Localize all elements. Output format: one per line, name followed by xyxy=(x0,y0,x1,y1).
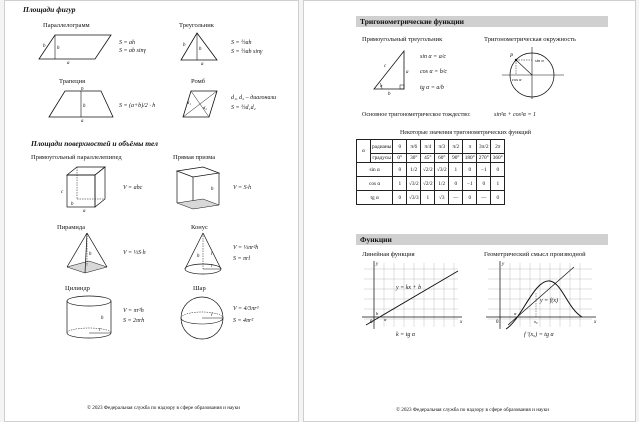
identity-label: Основное тригонометрическое тождество: xyxy=(362,112,471,118)
deg-cell: 30° xyxy=(407,154,421,163)
cos-cell: 1/2 xyxy=(435,177,449,191)
svg-text:0: 0 xyxy=(496,320,499,325)
deg-cell: 180° xyxy=(464,155,475,161)
svg-text:cos α: cos α xyxy=(512,77,522,82)
triangle-figure xyxy=(177,30,225,66)
pyramid-title: Пирамида xyxy=(57,224,86,231)
svg-text:c: c xyxy=(384,64,387,69)
parallelogram-formula-1: S = ah xyxy=(119,40,136,46)
trapezoid-title: Трапеция xyxy=(59,78,86,85)
right-triangle-title: Прямоугольный треугольник xyxy=(362,36,443,43)
sphere-figure xyxy=(177,293,227,343)
svg-text:h: h xyxy=(89,252,92,257)
rad-cell: π/2 xyxy=(449,140,463,154)
cos-row-label: cos α xyxy=(357,177,393,191)
linear-function-graph xyxy=(358,259,468,339)
rhombus-figure xyxy=(175,87,225,123)
svg-text:P: P xyxy=(510,54,514,59)
rad-cell: 0 xyxy=(393,140,407,154)
rad-cell: 2π xyxy=(491,140,505,154)
svg-text:b: b xyxy=(388,92,391,95)
radians-label: радианы xyxy=(371,140,393,154)
rhombus-title: Ромб xyxy=(191,78,205,85)
svg-text:r: r xyxy=(211,313,213,318)
cone-formula-1: V = ⅓πr²h xyxy=(233,245,259,251)
box-figure xyxy=(61,163,113,213)
cylinder-formula-1: V = πr²h xyxy=(123,308,144,314)
trig-values-table xyxy=(356,139,505,205)
tg-cell: √3/3 xyxy=(407,191,421,205)
svg-text:α: α xyxy=(380,83,383,88)
parallelogram-figure xyxy=(35,31,115,65)
triangle-title: Треугольник xyxy=(179,22,214,29)
derivative-slope: f ′(x₀) = tg α xyxy=(524,332,554,338)
tg-cell: 1 xyxy=(421,191,435,205)
prism-formula: V = S·h xyxy=(233,185,252,191)
svg-text:h: h xyxy=(83,104,86,109)
linear-function-title: Линейная функция xyxy=(362,251,415,258)
trig-heading: Тригонометрические функции xyxy=(356,16,608,27)
cos-cell: 1 xyxy=(491,177,505,191)
cos-cell: 0 xyxy=(477,177,491,191)
tg-definition: tg α = a/b xyxy=(420,85,445,91)
tg-cell: 0 xyxy=(463,191,477,205)
derivative-function: y = f(x) xyxy=(540,298,559,304)
sin-row-label: sin α xyxy=(357,163,393,177)
table-caption: Некоторые значения тригонометрических функций xyxy=(400,130,531,136)
sphere-formula-1: V = 4/3πr³ xyxy=(233,306,259,312)
tg-cell: √3 xyxy=(435,191,449,205)
prism-figure xyxy=(173,163,227,213)
svg-text:sin α: sin α xyxy=(535,58,544,63)
cylinder-formula-2: S = 2πrh xyxy=(123,318,145,324)
right-page xyxy=(303,0,636,422)
svg-text:c: c xyxy=(61,190,64,195)
svg-text:b: b xyxy=(81,87,84,92)
deg-cell: 360° xyxy=(492,155,503,161)
rhombus-formula-2: S = ½d₁d₂ xyxy=(231,105,256,111)
svg-text:l: l xyxy=(211,252,213,257)
cos-cell: √3/2 xyxy=(407,177,421,191)
svg-text:α: α xyxy=(514,311,517,316)
sin-cell: 0 xyxy=(491,163,505,177)
left-footer: © 2023 Федеральная служба по надзору в сфере образования и науки xyxy=(87,405,240,411)
rad-cell: π/6 xyxy=(407,140,421,154)
identity-formula: sin²α + cos²α = 1 xyxy=(494,112,536,118)
sin-cell: 0 xyxy=(393,163,407,177)
box-formula: V = abc xyxy=(123,185,143,191)
trapezoid-formula: S = (a+b)/2 · h xyxy=(119,103,156,109)
svg-text:h: h xyxy=(101,316,104,321)
tg-cell: — xyxy=(449,191,463,205)
sin-cell: √2/2 xyxy=(421,163,435,177)
linear-equation: y = kx + b xyxy=(396,285,422,291)
triangle-formula-1: S = ½ah xyxy=(231,40,252,46)
svg-text:d₁: d₁ xyxy=(187,100,191,105)
alpha-header: α xyxy=(357,140,371,163)
deg-cell: 45° xyxy=(421,154,435,163)
degrees-label: градусы xyxy=(372,155,391,161)
cylinder-figure xyxy=(63,293,115,343)
svg-text:r: r xyxy=(211,264,213,269)
svg-text:h: h xyxy=(199,47,202,52)
cos-cell: √2/2 xyxy=(421,177,435,191)
rhombus-formula-1: d₁, d₂ – диагонали xyxy=(231,95,277,101)
svg-text:y: y xyxy=(502,262,505,267)
cos-cell: −1 xyxy=(463,177,477,191)
cos-definition: cos α = b/c xyxy=(420,69,448,75)
cone-title: Конус xyxy=(191,224,208,231)
trapezoid-figure xyxy=(45,87,117,123)
svg-text:b: b xyxy=(43,44,46,49)
sin-cell: 1/2 xyxy=(407,163,421,177)
tg-row-label: tg α xyxy=(357,191,393,205)
parallelogram-formula-2: S = ab sinγ xyxy=(119,48,146,54)
right-footer: © 2023 Федеральная служба по надзору в сфере образования и науки xyxy=(396,407,549,413)
svg-text:h: h xyxy=(197,254,200,259)
sin-cell: 1 xyxy=(449,163,463,177)
tg-cell: 0 xyxy=(393,191,407,205)
svg-text:h: h xyxy=(57,46,60,51)
cylinder-title: Цилиндр xyxy=(65,285,90,292)
svg-text:x₀: x₀ xyxy=(534,319,538,324)
deg-cell: 90° xyxy=(449,154,463,163)
svg-text:h: h xyxy=(211,187,214,192)
box-title: Прямоугольный параллелепипед xyxy=(31,154,122,161)
svg-text:d₂: d₂ xyxy=(203,105,207,110)
parallelogram-title: Параллелограмм xyxy=(43,22,90,29)
svg-text:a: a xyxy=(83,209,86,213)
sin-cell: −1 xyxy=(477,163,491,177)
functions-heading: Функции xyxy=(356,234,608,245)
rad-cell: π/3 xyxy=(435,140,449,154)
svg-text:y: y xyxy=(376,262,379,267)
svg-text:x: x xyxy=(594,320,597,325)
svg-text:b: b xyxy=(376,311,379,316)
svg-text:b: b xyxy=(71,202,74,207)
triangle-formula-2: S = ½ab sinγ xyxy=(231,49,263,55)
solids-heading: Площади поверхностей и объёмы тел xyxy=(31,139,158,148)
cos-cell: 1 xyxy=(393,177,407,191)
linear-slope: k = tg α xyxy=(396,332,416,338)
sin-cell: 0 xyxy=(463,163,477,177)
cos-cell: 0 xyxy=(449,177,463,191)
deg-cell: 60° xyxy=(435,154,449,163)
tg-cell: — xyxy=(477,191,491,205)
svg-text:a: a xyxy=(406,70,409,75)
sin-cell: √3/2 xyxy=(435,163,449,177)
svg-text:a: a xyxy=(67,61,70,65)
svg-text:a: a xyxy=(201,62,204,66)
svg-text:0: 0 xyxy=(370,320,373,325)
sphere-formula-2: S = 4πr² xyxy=(233,318,254,324)
rad-cell: 3π/2 xyxy=(477,140,491,154)
pyramid-figure xyxy=(59,231,115,277)
prism-title: Прямая призма xyxy=(173,154,216,161)
svg-text:α: α xyxy=(384,317,387,322)
cone-formula-2: S = πrl xyxy=(233,256,251,262)
svg-text:r: r xyxy=(99,328,101,333)
unit-circle-title: Тригонометрическая окружность xyxy=(484,36,577,43)
sin-definition: sin α = a/c xyxy=(420,54,447,60)
svg-text:x: x xyxy=(460,320,463,325)
svg-text:a: a xyxy=(81,119,84,123)
sphere-title: Шар xyxy=(193,285,206,292)
derivative-title: Геометрический смысл производной xyxy=(484,251,586,258)
rad-cell: π xyxy=(463,140,477,154)
right-triangle-figure xyxy=(370,45,412,95)
rad-cell: π/4 xyxy=(421,140,435,154)
unit-circle-figure xyxy=(498,45,568,101)
deg-cell: 0° xyxy=(393,154,407,163)
deg-cell: 270° xyxy=(478,155,489,161)
areas-heading: Площади фигур xyxy=(23,5,76,14)
cone-figure xyxy=(181,231,225,279)
svg-text:b: b xyxy=(183,43,186,48)
left-page xyxy=(4,0,299,422)
tg-cell: 0 xyxy=(491,191,505,205)
pyramid-formula: V = ⅓S·h xyxy=(123,250,146,256)
